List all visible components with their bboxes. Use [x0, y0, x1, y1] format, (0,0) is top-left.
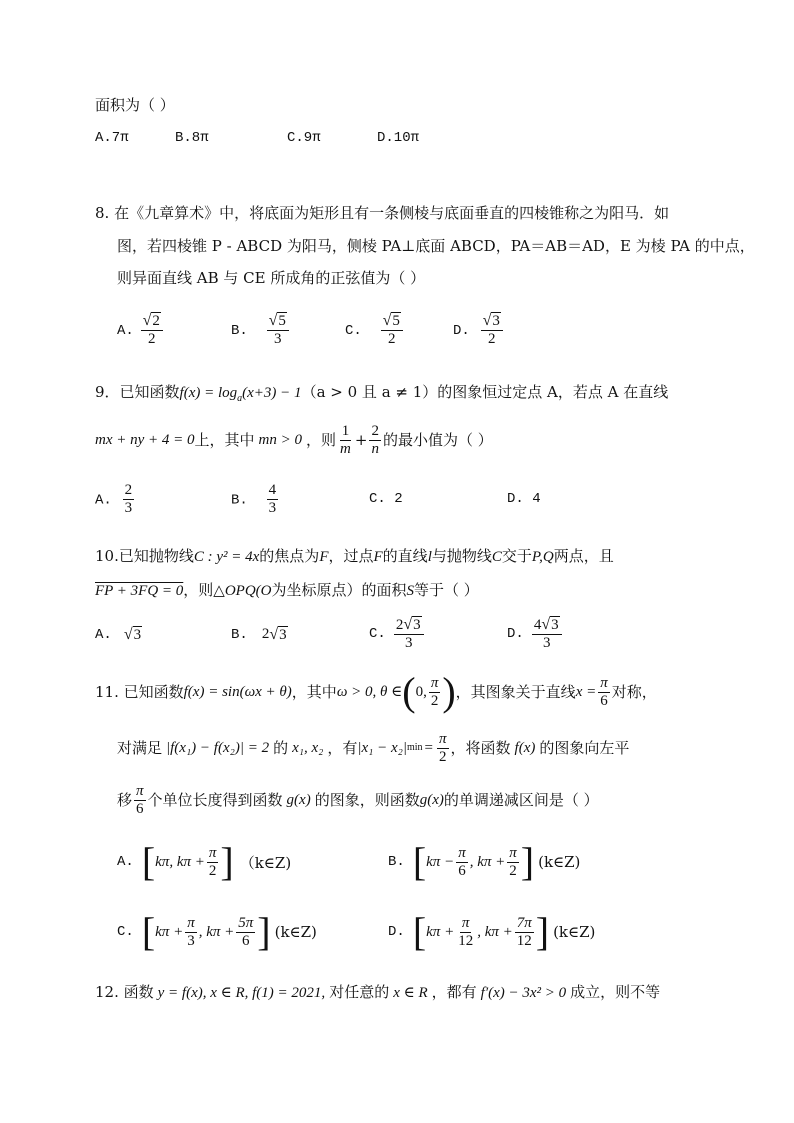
q7-option-a: A.7π — [95, 130, 129, 146]
q7-stem: 面积为（ ） — [95, 96, 175, 114]
q11-stem-line1: 11. 已知函数 f(x) = sin(ωx + θ) ，其中 ω > 0, θ ∈ ( 0, $\frac{\pi}{2}$ ) ，其图象关于直线 x = $\frac{\pi}{6}$ 对称， — [95, 669, 657, 714]
q8-option-d: D. √ 3 2 — [453, 312, 505, 348]
q8-stem-line2: 图，若四棱锥 P - ABCD 为阳马，侧棱 PA⊥底面 ABCD，PA＝AB＝AD，E 为棱 PA 的中点， — [117, 237, 755, 255]
q11-option-b: B. [ kπ − $\frac{\pi}{6}$ , kπ + $\frac{\pi}{2}$ ] (k∈Z) — [388, 839, 581, 884]
q9-option-d: D. 4 — [507, 491, 541, 507]
q7-option-b: B.8π — [175, 130, 209, 146]
q8-option-b: B. √ 5 3 — [231, 312, 291, 348]
q10-option-c: C. 2 √ 3 3 — [369, 616, 426, 652]
q9-option-a: A. $\frac{2}{3}$ — [95, 482, 133, 516]
q11-option-c: C. [ kπ + $\frac{\pi}{3}$ , kπ + $\frac{5\pi}{6}$ ] (k∈Z) — [117, 909, 317, 954]
q10-option-b: B. 2 √ 3 — [231, 626, 287, 643]
q10-option-d: D. 4 √ 3 3 — [507, 616, 564, 652]
q11-stem-line2: 对满足 |f(x₁) − f(x₂)| = 2 的 x₁, x₂ ，有 |x₁ − x₂| min = $\frac{\pi}{2}$ ，将函数 f(x) 的图象向左平 — [117, 730, 630, 765]
q10-stem-line1: 10.已知抛物线C : y² = 4x的焦点为F，过点F的直线l与抛物线C交于P,Q两点，且 — [95, 547, 614, 565]
q9-stem-line1: 9．已知函数$f(x) = \log_a(x+3) - 1(a > 0$ 且 a ≠ 1）的图象恒过定点 A，若点 A 在直线 — [95, 383, 669, 404]
q9-option-c: C. 2 — [369, 491, 403, 507]
q8-option-c: C. √ 5 2 — [345, 312, 405, 348]
q11-stem-line3: 移 $\frac{\pi}{6}$ 个单位长度得到函数 g(x) 的图象，则函数 g(x) 的单调递减区间是（ ） — [117, 782, 599, 817]
q8-stem-line1: 8. 在《九章算术》中，将底面为矩形且有一条侧棱与底面垂直的四棱锥称之为阳马．如 — [95, 204, 670, 222]
q7-option-c: C.9π — [287, 130, 321, 146]
q11-option-a: A. [ kπ, kπ + $\frac{\pi}{2}$ ] （k∈Z) — [117, 839, 292, 884]
q10-stem-line2: FP + 3FQ = 0，则△OPQ(O为坐标原点）的面积S等于（ ） — [95, 581, 479, 599]
q8-stem-line3: 则异面直线 AB 与 CE 所成角的正弦值为（ ） — [117, 269, 426, 287]
q10-option-a: A. √ 3 — [95, 626, 142, 643]
q7-option-d: D.10π — [377, 130, 420, 146]
q9-option-b: B. $\frac{4}{3}$ — [231, 482, 277, 516]
q11-option-d: D. [ kπ + $\frac{\pi}{12}$ , kπ + $\frac{7\pi}{12}$ ] (k∈Z) — [388, 909, 596, 954]
q9-stem-line2: mx + ny + 4 = 0 上，其中 mn > 0 ，则 $\frac{1}{m}$ + $\frac{2}{n}$ 的最小值为（ ） — [95, 422, 493, 457]
q12-stem-line1: 12. 函数 y = f(x), x ∈ R, f(1) = 2021, 对任意的 x ∈ R ，都有 f′(x) − 3x² > 0 成立，则不等 — [95, 983, 661, 1001]
q8-option-a: A. √ 2 2 — [117, 312, 165, 348]
